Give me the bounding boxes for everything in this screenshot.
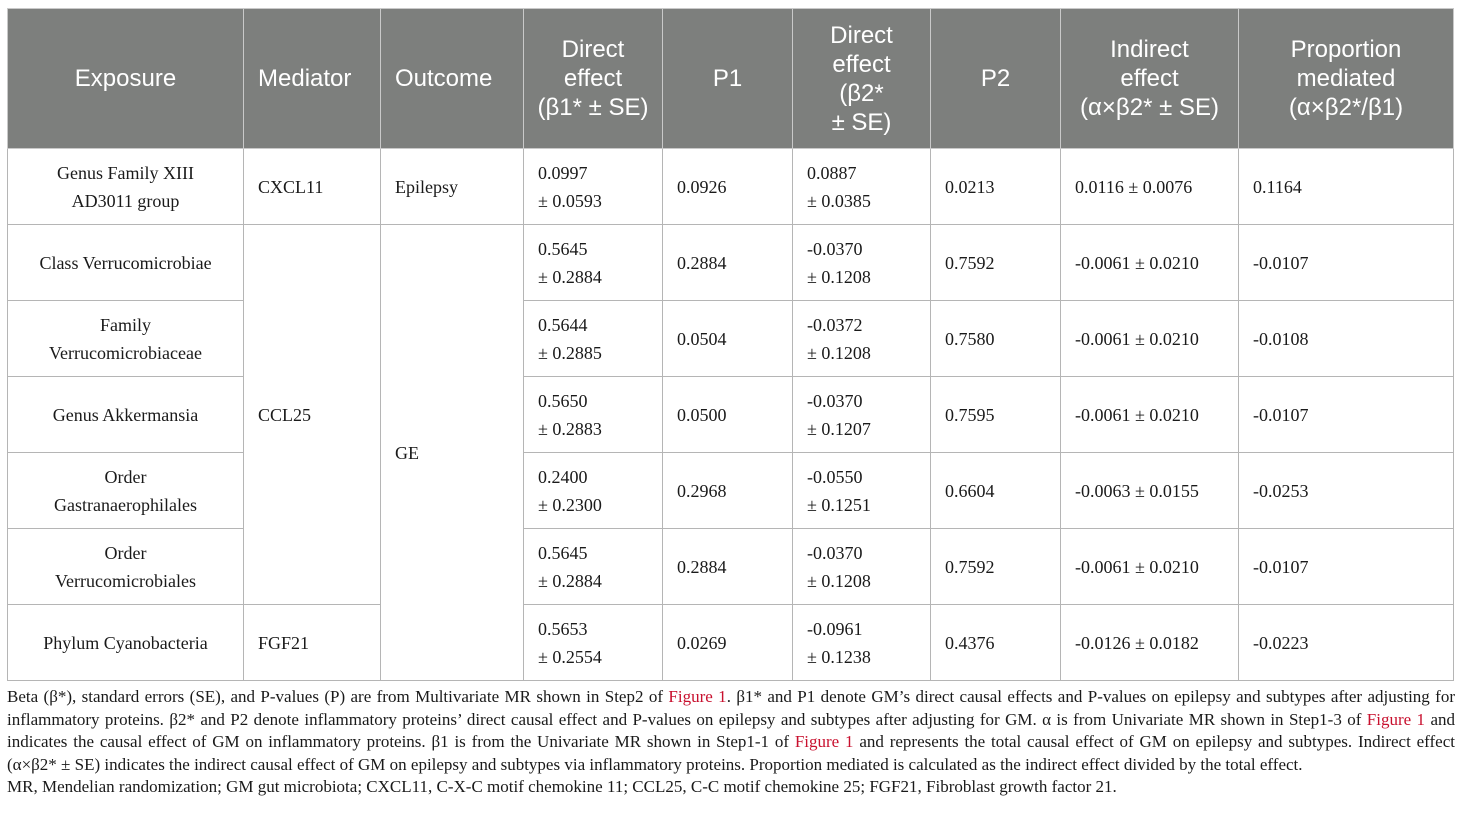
direct-effect-2-cell: -0.0370 ± 0.1207 bbox=[793, 377, 931, 453]
exposure-cell: Order Gastranaerophilales bbox=[8, 453, 244, 529]
table-row bbox=[8, 605, 1454, 681]
direct-effect-1-cell: 0.5650 ± 0.2883 bbox=[524, 377, 663, 453]
direct-effect-1-cell: 0.0997 ± 0.0593 bbox=[524, 149, 663, 225]
p1-cell: 0.0269 bbox=[663, 605, 793, 681]
proportion-cell: -0.0223 bbox=[1239, 605, 1454, 681]
figure-1-link[interactable]: Figure 1 bbox=[668, 687, 727, 706]
direct-effect-1-cell: 0.5653 ± 0.2554 bbox=[524, 605, 663, 681]
indirect-effect-cell: -0.0061 ± 0.0210 bbox=[1061, 301, 1239, 377]
proportion-cell: 0.1164 bbox=[1239, 149, 1454, 225]
outcome-cell: Epilepsy bbox=[381, 149, 524, 225]
p2-cell: 0.0213 bbox=[931, 149, 1061, 225]
proportion-cell: -0.0107 bbox=[1239, 225, 1454, 301]
p1-cell: 0.2884 bbox=[663, 225, 793, 301]
direct-effect-2-cell: 0.0887 ± 0.0385 bbox=[793, 149, 931, 225]
figure-1-link[interactable]: Figure 1 bbox=[794, 732, 854, 752]
p2-cell: 0.7592 bbox=[931, 529, 1061, 605]
p2-cell: 0.6604 bbox=[931, 453, 1061, 529]
header-row bbox=[8, 9, 1454, 149]
direct-effect-1-cell: 0.2400 ± 0.2300 bbox=[524, 453, 663, 529]
exposure-cell: Family Verrucomicrobiaceae bbox=[8, 301, 244, 377]
p1-cell: 0.0926 bbox=[663, 149, 793, 225]
indirect-effect-cell: -0.0061 ± 0.0210 bbox=[1061, 529, 1239, 605]
direct-effect-2-cell: -0.0370 ± 0.1208 bbox=[793, 225, 931, 301]
col-direct-effect-1: Direct effect (β1* ± SE) bbox=[524, 9, 663, 149]
direct-effect-1-cell: 0.5644 ± 0.2885 bbox=[524, 301, 663, 377]
col-exposure: Exposure bbox=[8, 9, 244, 149]
table-footnote bbox=[7, 686, 1455, 799]
footnote-paragraph: Beta (β*), standard errors (SE), and P-values (P) are from Multivariate MR shown in Step2 of Figure 1. β1* and P1 denote GM’s direct causal effects and P-values on epilepsy and subtypes after adjusting for inflammatory proteins. β2* and P2 denote inflammatory proteins’ direct causal effect and P-values on epilepsy and subtypes after adjusting for GM. α is from Univariate MR shown in Step1-3 of Figure 1 and indicates the causal effect of GM on inflammatory proteins. β1 is from the Univariate MR shown in Step1-1 of Figure 1 and represents the total causal effect of GM on epilepsy and subtypes. Indirect effect (α×β2* ± SE) indicates the indirect causal effect of GM on epilepsy and subtypes via inflammatory proteins. Proportion mediated is calculated as the indirect effect divided by the total effect. bbox=[7, 687, 1455, 774]
table-row bbox=[8, 149, 1454, 225]
table-row bbox=[8, 453, 1454, 529]
direct-effect-1-cell: 0.5645 ± 0.2884 bbox=[524, 225, 663, 301]
p2-cell: 0.7580 bbox=[931, 301, 1061, 377]
indirect-effect-cell: -0.0126 ± 0.0182 bbox=[1061, 605, 1239, 681]
direct-effect-1-cell: 0.5645 ± 0.2884 bbox=[524, 529, 663, 605]
col-proportion-mediated: Proportion mediated (α×β2*/β1) bbox=[1239, 9, 1454, 149]
direct-effect-2-cell: -0.0961 ± 0.1238 bbox=[793, 605, 931, 681]
results-table-container bbox=[7, 8, 1453, 681]
p2-cell: 0.4376 bbox=[931, 605, 1061, 681]
p1-cell: 0.2968 bbox=[663, 453, 793, 529]
table-row bbox=[8, 529, 1454, 605]
indirect-effect-cell: -0.0061 ± 0.0210 bbox=[1061, 377, 1239, 453]
proportion-cell: -0.0253 bbox=[1239, 453, 1454, 529]
p1-cell: 0.0504 bbox=[663, 301, 793, 377]
col-p2: P2 bbox=[931, 9, 1061, 149]
direct-effect-2-cell: -0.0370 ± 0.1208 bbox=[793, 529, 931, 605]
exposure-cell: Genus Akkermansia bbox=[8, 377, 244, 453]
exposure-cell: Phylum Cyanobacteria bbox=[8, 605, 244, 681]
mediator-cell: CCL25 bbox=[244, 225, 381, 605]
p1-cell: 0.2884 bbox=[663, 529, 793, 605]
col-direct-effect-2: Direct effect (β2* ± SE) bbox=[793, 9, 931, 149]
col-indirect-effect: Indirect effect (α×β2* ± SE) bbox=[1061, 9, 1239, 149]
proportion-cell: -0.0107 bbox=[1239, 377, 1454, 453]
direct-effect-2-cell: -0.0372 ± 0.1208 bbox=[793, 301, 931, 377]
mediator-cell: FGF21 bbox=[244, 605, 381, 681]
col-p1: P1 bbox=[663, 9, 793, 149]
exposure-cell: Genus Family XIII AD3011 group bbox=[8, 149, 244, 225]
mediator-cell: CXCL11 bbox=[244, 149, 381, 225]
p2-cell: 0.7595 bbox=[931, 377, 1061, 453]
table-row bbox=[8, 225, 1454, 301]
direct-effect-2-cell: -0.0550 ± 0.1251 bbox=[793, 453, 931, 529]
col-outcome: Outcome bbox=[381, 9, 524, 149]
proportion-cell: -0.0107 bbox=[1239, 529, 1454, 605]
indirect-effect-cell: 0.0116 ± 0.0076 bbox=[1061, 149, 1239, 225]
outcome-cell: GE bbox=[381, 225, 524, 681]
p1-cell: 0.0500 bbox=[663, 377, 793, 453]
abbreviations-note: MR, Mendelian randomization; GM gut microbiota; CXCL11, C-X-C motif chemokine 11; CCL25, C-C motif chemokine 25; FGF21, Fibroblast growth factor 21. bbox=[7, 777, 1117, 797]
figure-1-link[interactable]: Figure 1 bbox=[1366, 709, 1426, 729]
table-row bbox=[8, 377, 1454, 453]
indirect-effect-cell: -0.0063 ± 0.0155 bbox=[1061, 453, 1239, 529]
indirect-effect-cell: -0.0061 ± 0.0210 bbox=[1061, 225, 1239, 301]
col-mediator: Mediator bbox=[244, 9, 381, 149]
p2-cell: 0.7592 bbox=[931, 225, 1061, 301]
exposure-cell: Class Verrucomicrobiae bbox=[8, 225, 244, 301]
exposure-cell: Order Verrucomicrobiales bbox=[8, 529, 244, 605]
mediation-table bbox=[7, 8, 1454, 681]
table-row bbox=[8, 301, 1454, 377]
proportion-cell: -0.0108 bbox=[1239, 301, 1454, 377]
